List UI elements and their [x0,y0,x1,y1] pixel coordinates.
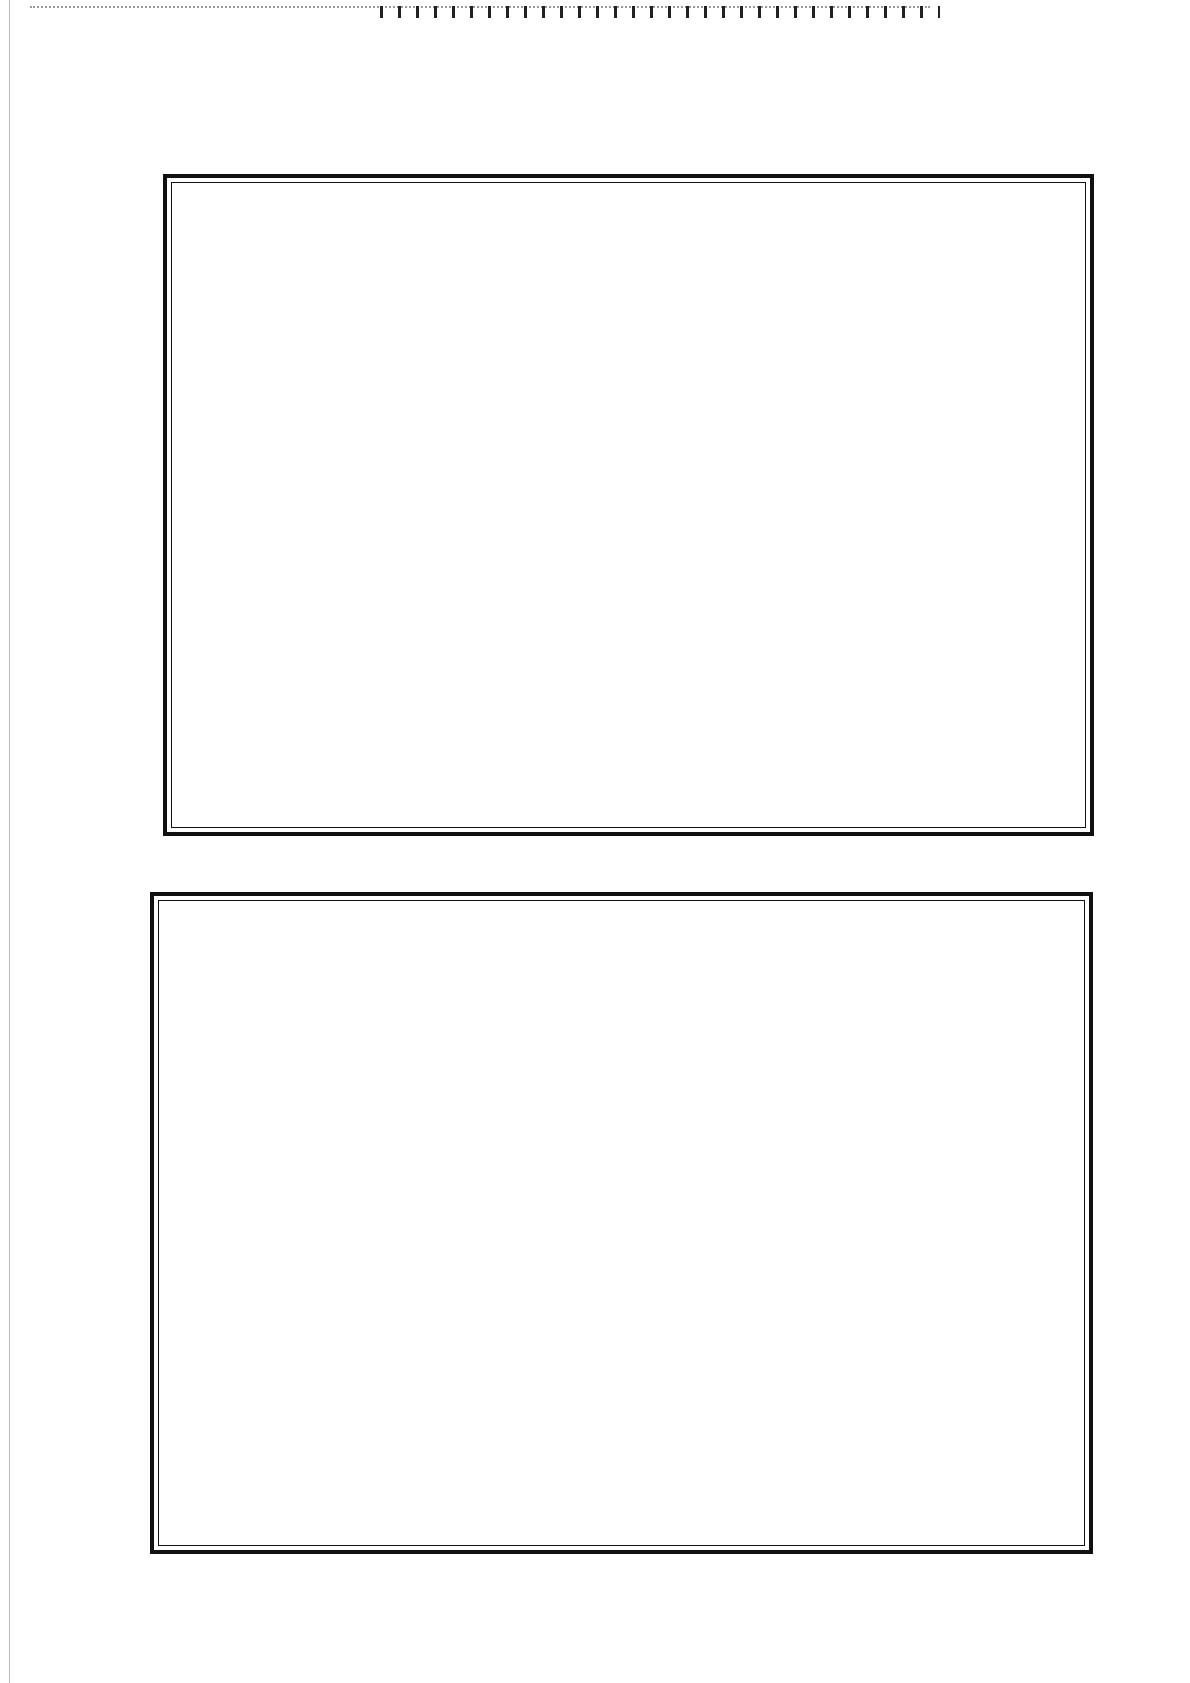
page-left-edge [9,0,10,1683]
genealogy-panel-bottom [150,892,1093,1554]
genealogy-panel-top [163,174,1094,836]
scan-top-marks [30,6,930,22]
column-grid [166,906,1077,1540]
column-grid [179,188,1078,822]
